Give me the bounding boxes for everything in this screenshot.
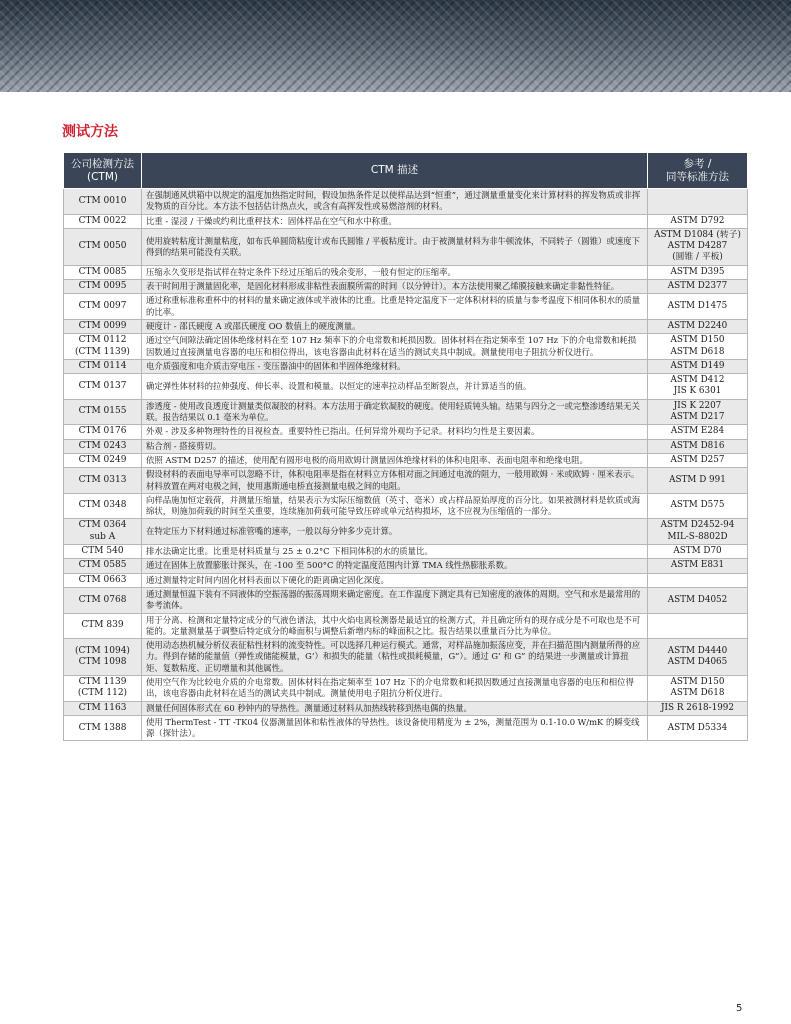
cell-reference: ASTM D 991 (648, 468, 748, 494)
cell-description: 通过空气间隙法确定固体绝缘材料在至 107 Hz 频率下的介电常数和耗损因数。固体材料在指定频率至 107 Hz 下的介电常数和耗损因数通过直接测量电容器的电压和相位得出，该电容器由此材料在适当的测试夹具中制成。测量使用电子阻抗分析仪进行。 (142, 334, 648, 360)
cell-reference: ASTM D575 (648, 493, 748, 519)
table-row (64, 701, 748, 715)
cell-reference: ASTM D70 (648, 545, 748, 559)
cell-ctm: CTM 0050 (64, 228, 142, 265)
cell-ctm: CTM 1163 (64, 701, 142, 715)
cell-description: 电介质强度和电介质击穿电压 - 变压器油中的固体和半固体绝缘材料。 (142, 359, 648, 373)
cell-ctm: CTM 0663 (64, 573, 142, 587)
cell-ctm: (CTM 1094) CTM 1098 (64, 639, 142, 676)
table-row (64, 319, 748, 333)
cell-ctm: CTM 0585 (64, 559, 142, 573)
table-row (64, 573, 748, 587)
table-row (64, 613, 748, 639)
cell-ctm: CTM 0176 (64, 425, 142, 439)
cell-ctm: CTM 0137 (64, 374, 142, 400)
cell-description: 用于分离、检测和定量特定成分的气液色谱法，其中火焰电离检测器是最适宜的检测方式，并且确定所有的现存成分是不可取也是不可能的。定量测量基于调整后特定成分的峰面积与调整后新增内标的峰面积之比。报告结果以重量百分比为单位。 (142, 613, 648, 639)
cell-description: 外观 - 涉及多种物理特性的目视检查。重要特性已指出。任何异常外观均予记录。材料均匀性是主要因素。 (142, 425, 648, 439)
table-row (64, 265, 748, 279)
cell-reference: ASTM D150 ASTM D618 (648, 675, 748, 701)
cell-reference: ASTM D150 ASTM D618 (648, 334, 748, 360)
cell-ctm: CTM 1388 (64, 715, 142, 741)
cell-description: 通过测量恒温下装有不同液体的空振荡器的振荡周期来确定密度。在工作温度下测定具有已知密度的液体的周期。空气和水是最常用的参考流体。 (142, 587, 648, 613)
cell-reference: JIS K 2207 ASTM D217 (648, 399, 748, 425)
cell-reference: ASTM E831 (648, 559, 748, 573)
cell-ctm: CTM 839 (64, 613, 142, 639)
cell-reference: ASTM E284 (648, 425, 748, 439)
table-row (64, 359, 748, 373)
cell-description: 确定弹性体材料的拉伸强度、伸长率、设置和模量。以恒定的速率拉动样品至断裂点，并计算适当的值。 (142, 374, 648, 400)
cell-reference: ASTM D395 (648, 265, 748, 279)
cell-ctm: CTM 0313 (64, 468, 142, 494)
table-row (64, 675, 748, 701)
cell-ctm: CTM 0085 (64, 265, 142, 279)
table-row (64, 280, 748, 294)
cell-description: 通过测量特定时间内固化材料表面以下硬化的距离确定固化深度。 (142, 573, 648, 587)
cell-reference: ASTM D412 JIS K 6301 (648, 374, 748, 400)
header-banner (0, 0, 791, 92)
cell-description: 假设材料的表面电导率可以忽略不计，体积电阻率是指在材料立方体相对面之间通过电流的阻力，一般用欧姆 · 米或欧姆 · 厘米表示。材料放置在两对电极之间，使用惠斯通电桥直接测量电极之间的电阻。 (142, 468, 648, 494)
cell-description: 压缩永久变形是指试样在特定条件下经过压缩后的残余变形，一般有恒定的压缩率。 (142, 265, 648, 279)
cell-reference: ASTM D816 (648, 439, 748, 453)
table-row (64, 468, 748, 494)
table-row (64, 399, 748, 425)
cell-description: 使用动态热机械分析仪表征粘性材料的流变特性。可以选择几种运行模式。通常，对样品施加振荡应变，并在扫描范围内测量所得的应力。得到存储的能量值（弹性或储能模量，G’）和损失的能量（粘性或损耗模量，G”）。通过 G’ 和 G” 的结果进一步测量或计算扭矩、复数粘度、正切增量和其他属性。 (142, 639, 648, 676)
table-row (64, 439, 748, 453)
cell-ctm: CTM 0768 (64, 587, 142, 613)
cell-ctm: CTM 0348 (64, 493, 142, 519)
cell-reference (648, 573, 748, 587)
cell-description: 比重 - 湿浸 / 干燥或约利比重秤技术：固体样品在空气和水中称重。 (142, 214, 648, 228)
page-number: 5 (736, 1003, 743, 1014)
cell-reference: ASTM D2240 (648, 319, 748, 333)
table-row (64, 519, 748, 545)
cell-description: 在强制通风烘箱中以规定的温度加热指定时间，假设加热条件足以使样品达到“恒重”，通过测量重量变化来计算材料的挥发物质或非挥发物质的百分比。本方法不包括估计热点火，或含有高挥发性或易燃溶剂的材料。 (142, 189, 648, 215)
cell-ctm: CTM 0114 (64, 359, 142, 373)
cell-description: 使用空气作为比较电介质的介电常数。固体材料在指定频率至 107 Hz 下的介电常数和耗损因数通过直接测量电容器的电压和相位得出，该电容器由此材料在适当的测试夹具中制成。测量使用电子阻抗分析仪进行。 (142, 675, 648, 701)
cell-ctm: CTM 0097 (64, 294, 142, 320)
cell-ctm: CTM 0112 (CTM 1139) (64, 334, 142, 360)
cell-ctm: CTM 0155 (64, 399, 142, 425)
cell-ctm: CTM 0099 (64, 319, 142, 333)
header-ctm: 公司检测方法 (CTM) (64, 153, 142, 189)
cell-description: 向样品施加恒定载荷，并测量压缩量，结果表示为实际压缩数值（英寸、毫米）或占样品原始厚度的百分比。如果被测材料是软质或海绵状，则施加荷载的时间至关重要，连续施加荷载可能导致压碎或单元结构损坏，这不应视为压缩值的一部分。 (142, 493, 648, 519)
cell-reference: ASTM D4052 (648, 587, 748, 613)
cell-reference: ASTM D149 (648, 359, 748, 373)
cell-reference: JIS R 2618-1992 (648, 701, 748, 715)
table-row (64, 228, 748, 265)
cell-description: 粘合剂 - 搭接剪切。 (142, 439, 648, 453)
test-methods-table (63, 152, 748, 741)
header-description: CTM 描述 (142, 153, 648, 189)
cell-reference: ASTM D257 (648, 453, 748, 467)
table-row (64, 214, 748, 228)
cell-reference: ASTM D2377 (648, 280, 748, 294)
table-row (64, 715, 748, 741)
cell-reference: ASTM D1475 (648, 294, 748, 320)
cell-description: 表干时间用于测量固化率，是固化材料形成非粘性表面膜所需的时间（以分钟计）。本方法使用聚乙烯膜接触来确定非黏性特征。 (142, 280, 648, 294)
table-row (64, 639, 748, 676)
cell-description: 渗透度 - 使用改良透度计测量类似凝胶的材料。本方法用于确定软凝胶的硬度。使用轻质钝头轴。结果与四分之一或完整渗透结果无关联。报告结果以 0.1 毫米为单位。 (142, 399, 648, 425)
cell-ctm: CTM 540 (64, 545, 142, 559)
cell-ctm: CTM 1139 (CTM 112) (64, 675, 142, 701)
cell-ctm: CTM 0022 (64, 214, 142, 228)
table-row (64, 493, 748, 519)
cell-description: 通过称重标准称重杯中的材料的量来确定液体或半液体的比重。比重是特定温度下一定体积材料的质量与参考温度下相同体积水的质量的比率。 (142, 294, 648, 320)
cell-reference (648, 613, 748, 639)
cell-reference: ASTM D1084 (转子) ASTM D4287 (圆锥 / 平板) (648, 228, 748, 265)
cell-reference: ASTM D4440 ASTM D4065 (648, 639, 748, 676)
cell-reference: ASTM D5334 (648, 715, 748, 741)
cell-description: 测量任何固体形式在 60 秒钟内的导热性。测量通过材料从加热线转移到热电偶的热量。 (142, 701, 648, 715)
cell-description: 排水法确定比重。比重是材料质量与 25 ± 0.2°C 下相同体积的水的质量比。 (142, 545, 648, 559)
table-row (64, 425, 748, 439)
table-row (64, 559, 748, 573)
table-row (64, 334, 748, 360)
cell-description: 使用 ThermTest - TT -TK04 仪器测量固体和粘性液体的导热性。该设备使用精度为 ± 2%，测量范围为 0.1-10.0 W/mK 的瞬变线源（探针法）。 (142, 715, 648, 741)
table-row (64, 189, 748, 215)
cell-description: 使用旋转粘度计测量粘度，如布氏单圆筒粘度计或布氏圆锥 / 平板粘度计。由于被测量材料为非牛顿流体，不同转子（圆锥）或速度下得到的结果可能没有关联。 (142, 228, 648, 265)
cell-description: 在特定压力下材料通过标准管嘴的速率，一般以每分钟多少克计算。 (142, 519, 648, 545)
table-row (64, 545, 748, 559)
table-row (64, 453, 748, 467)
cell-reference: ASTM D792 (648, 214, 748, 228)
section-title: 测试方法 (62, 124, 118, 140)
table-header-row (64, 153, 748, 189)
cell-ctm: CTM 0243 (64, 439, 142, 453)
cell-description: 依照 ASTM D257 的描述，使用配有圆形电极的商用欧姆计测量固体绝缘材料的体积电阻率、表面电阻率和绝缘电阻。 (142, 453, 648, 467)
cell-ctm: CTM 0249 (64, 453, 142, 467)
table-row (64, 587, 748, 613)
header-reference: 参考 / 同等标准方法 (648, 153, 748, 189)
cell-ctm: CTM 0095 (64, 280, 142, 294)
cell-reference (648, 189, 748, 215)
cell-ctm: CTM 0010 (64, 189, 142, 215)
cell-reference: ASTM D2452-94 MIL-S-8802D (648, 519, 748, 545)
cell-description: 硬度计 - 邵氏硬度 A 或邵氏硬度 OO 数值上的硬度测量。 (142, 319, 648, 333)
cell-ctm: CTM 0364 sub A (64, 519, 142, 545)
cell-description: 通过在固体上放置膨胀计探头，在 -100 至 500°C 的特定温度范围内计算 TMA 线性热膨胀系数。 (142, 559, 648, 573)
table-row (64, 374, 748, 400)
table-row (64, 294, 748, 320)
